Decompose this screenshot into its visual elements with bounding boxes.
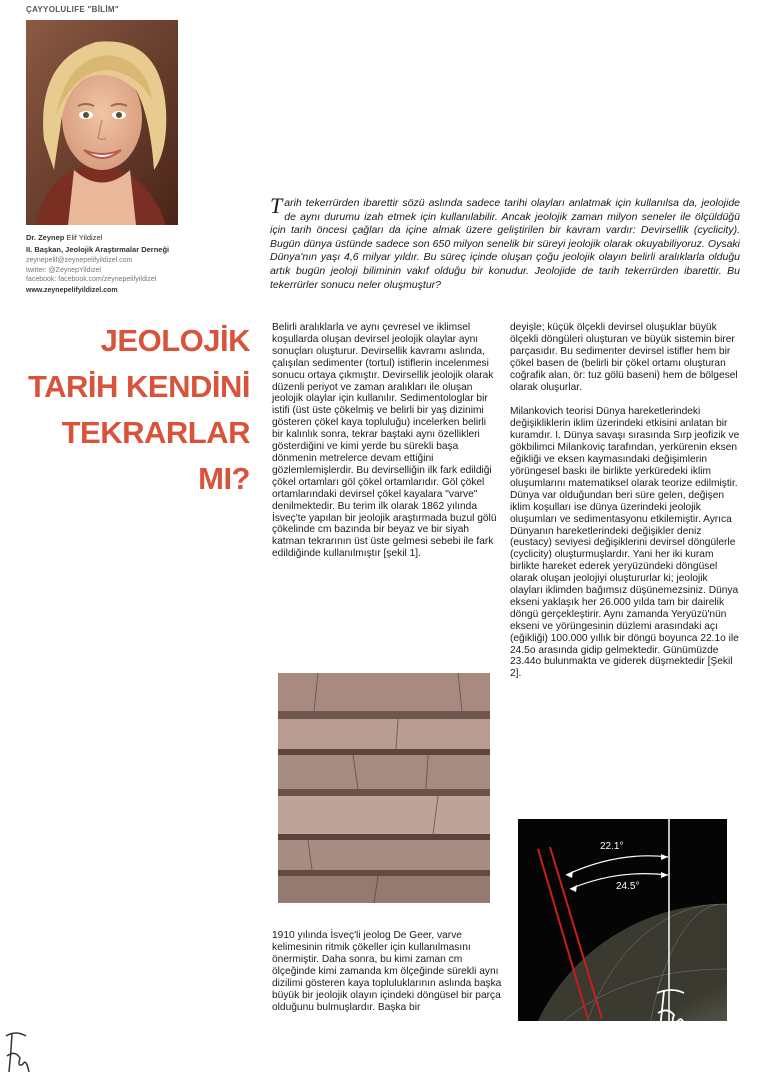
author-photo <box>26 20 178 225</box>
figure-1-caption: 1910 yılında İsveç'li jeolog De Geer, varve kelimesinin ritmik çökeller için kullanılmasını önermiştir. Daha sonra, bu kimi zaman cm ölçeğinde kimi zamanda km ölçeğinde sürekli aynı dizilimi gösteren kaya topluluklarının aslında başka büyük bir jeolojik olayın içindeki döngüsel bir parça olduğunu bulmuşlardır. Başka bir <box>272 930 502 1013</box>
body-column-1: Belirli aralıklarla ve aynı çevresel ve iklimsel koşullarda oluşan devirsel jeolojik olaylar aynı sonuçları oluşturur. Devirsellik kavramı aslında, çalışılan sedimenter (tortul) istiflerin incelenmesi sonucu ortaya çıkmıştır. Devirsellik jeolojik olarak düzenli periyot ve zaman aralıkları ile oluşan jeolojik olaylar için kullanılır. Sedimentologlar bir istifi (üst üste çökelmiş ve belirli bir yaş dizinimi gösteren çökel kaya topluluğu) incelerken belirli bir kalınlık sonra, tekrar baştaki aynı özellikleri gösterdiğini ve kimi yerde bu sürekli başa dönmenin metrelerce devam ettiğini gözlemlemişlerdir. Bu devirselliğin ilk fark edildiği çökel ortamları göl çökel ortamlarıdır. Göl çökel ortamlarındaki devirsel çökel kayalara "varve" denilmektedir. Bu terim ilk olarak 1862 yılında İsveç'te yapılan bir jeolojik araştırmada buzul gölü çökelinde cm bazında bir beyaz ve bir siyah katman tekrarının üst üste gelmesi sebebi ile fark edildiğinde kullanılmıştır [şekil 1]. <box>272 322 497 560</box>
author-twitter[interactable]: twitter: @ZeynepYildizel <box>26 266 101 274</box>
author-email[interactable]: zeynepelif@zeynepelifyildizel.com <box>26 257 133 264</box>
author-info <box>26 232 246 297</box>
author-role: II. Başkan, Jeolojik Araştırmalar Derneği <box>26 245 170 254</box>
body-column-2: deyişle; küçük ölçekli devirsel oluşuklar büyük ölçekli döngüleri oluşturan ve büyük sistemin birer parçasıdır. Bu sedimenter devirsel istifler hem bir çökel basen de (belirli bir çökel ortamı oluşturan coğrafik alan, ör: tuz gölü baseni) hem de bölgesel olarak oluşurlar. Milankovich teorisi Dünya hareketlerindeki değişikliklerin iklim üzerindeki etkisini anlatan bir kuramdır. I. Dünya savaşı sırasında Sırp jeofizik ve gökbilimci Milankoviç tarafından, yerkürenin eksen eğikliği ve eksen kaymasındaki değişimlerin yörüngesel baskı ile birlikte yerküredeki iklim oluşumlarını matematiksel olarak teorize edilmiştir. Dünya var olduğundan beri süre gelen, değişen iklim koşulları ise dünya üzerindeki jeolojik oluşumları ve sedimentasyonu etkilemiştir. Ayrıca Dünyanın hareketlerindeki değişikler deniz (eustacy) seviyesi değişiklerini devirsel döngülerle (cyclicity) oluşturmuşlardır. Yani her iki kuram birlikte hareket ederek yeryüzündeki döngüsel olarak oluşan jeolojiyi oluştururlar ki; jeolojik olayları iklimden bağımsız düşünemezsiniz. Dünya ekseni yaklaşık her 26.000 yılda tam bir dairelik döngü gerçekleştirir. Aynı zamanda Yeryüzü'nün ekseni ve yörüngesinin düzlemi arasındaki açı (eğikliği) 100.000 yıllık bir döngü boyunca 22.1o ile 24.5o arasında gidip gelmektedir. Günümüzde 23.44o bulunmakta ve giderek düşmektedir [Şekil 2]. <box>510 322 740 680</box>
article-intro: Tarih tekerrürden ibarettir sözü aslında sadece tarihi olayları anlatmak için kullanılsa da, jeolojide de aynı durumu izah etmek için kullanılabilir. Ancak jeolojik zaman milyon seneler ile ölçüldüğü için tarih öncesi çağları da içine almak üzere geliştirilen bir kavram vardır: Devirsellik (cyclicity). Bugün dünya üstünde sadece son 650 milyon senelik bir süreyi jeolojik olarak okuyabiliyoruz. Oysaki Dünya'nın yaşı 4,6 milyar yıldır. Bu süreç içinde oluşan çoğu jeolojik olayın belirli aralıklarla olduğu artık bugün jeoloji biliminin vakıf olduğu bir konudur. Jeolojide de tarih tekerrürden ibarettir. Bu tekerrürler sonucu neler oluşmuştur? <box>270 193 740 291</box>
author-name: Dr. Zeynep Elif Yildizel <box>26 233 103 242</box>
angle-label-1: 22.1° <box>600 841 624 852</box>
section-header: ÇAYYOLULIFE "BİLİM" <box>26 5 119 14</box>
drop-cap: T <box>270 193 283 218</box>
angle-label-2: 24.5° <box>616 881 640 892</box>
article-title: JEOLOJİK TARİH KENDİNİ TEKRARLAR MI? <box>28 323 250 496</box>
author-facebook[interactable]: facebook: facebook.com/zeynepelifyildizel <box>26 276 157 283</box>
signature-mark <box>652 985 692 1040</box>
figure-1-varve-rock-photo <box>278 673 490 903</box>
page-corner-signature <box>2 1028 32 1083</box>
figure-2-earth-axis-diagram <box>518 819 727 1021</box>
author-website[interactable]: www.zeynepelifyildizel.com <box>26 286 118 294</box>
